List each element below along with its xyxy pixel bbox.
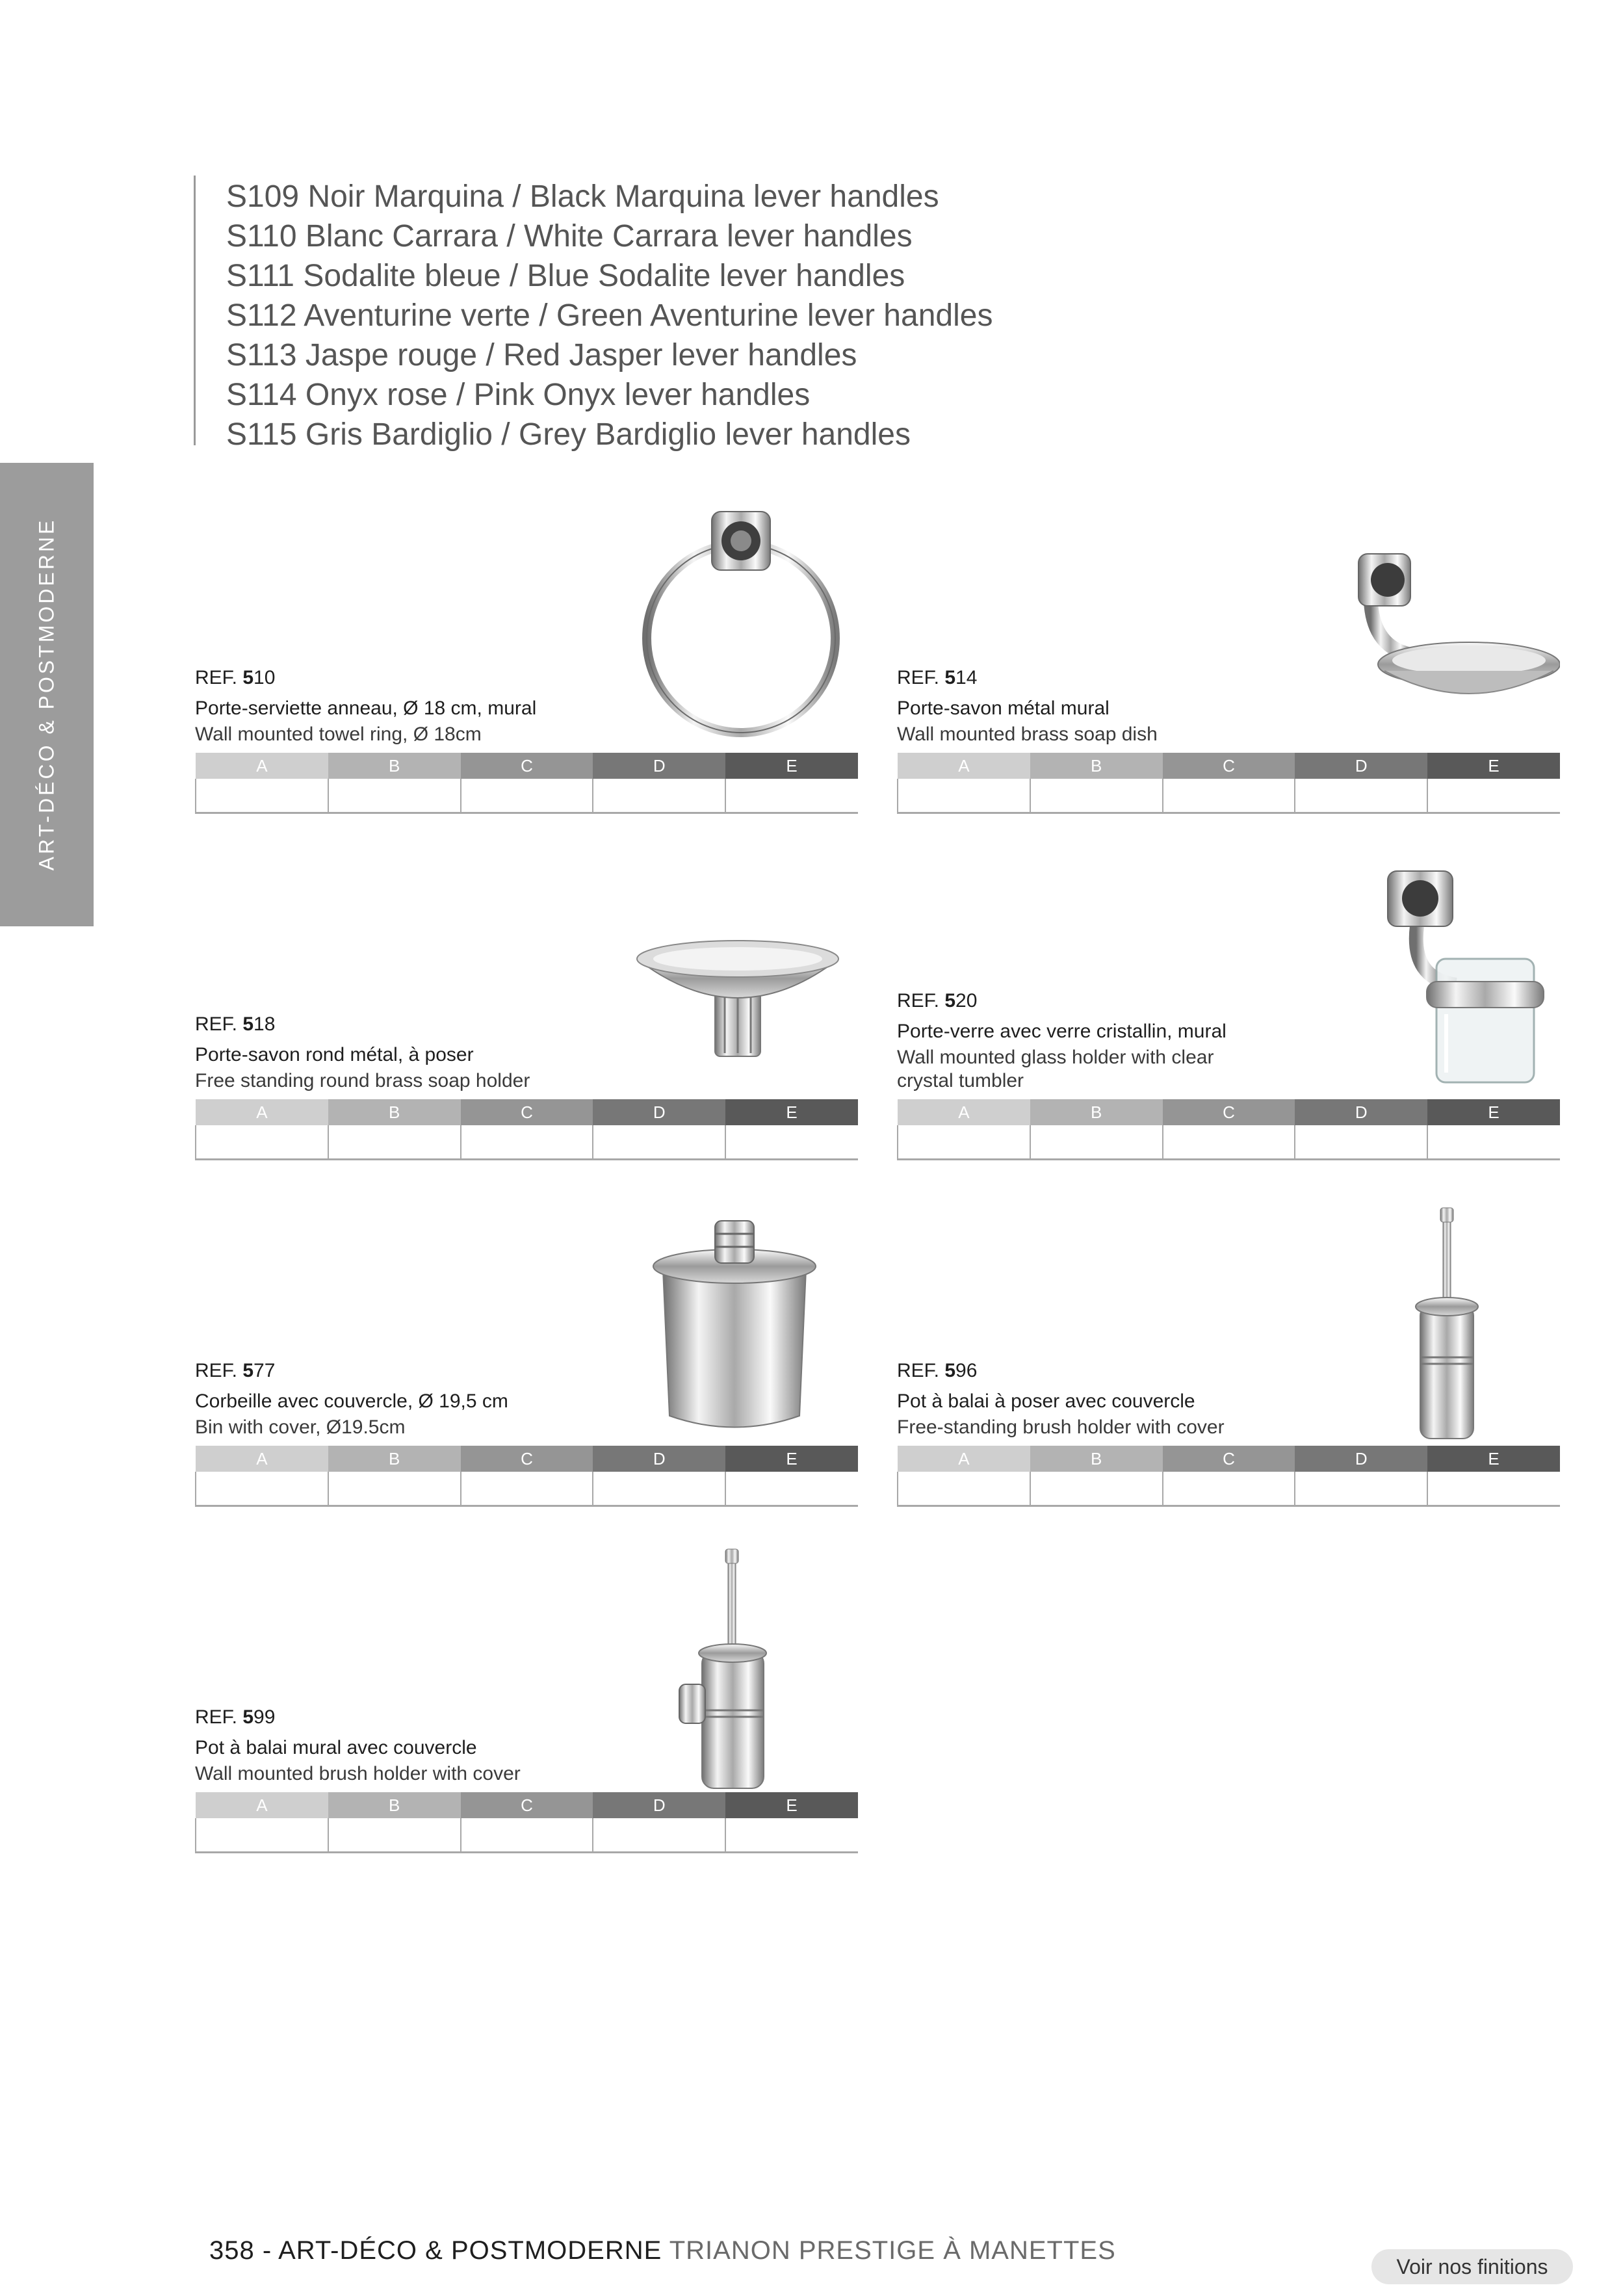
product-card xyxy=(195,1548,858,1853)
finish-header-d: D xyxy=(1295,1446,1427,1472)
product-text xyxy=(897,990,1313,1093)
finish-header-e: E xyxy=(1427,1099,1560,1125)
finish-cell xyxy=(461,1818,593,1852)
finish-header-d: D xyxy=(593,1792,725,1818)
finish-header-e: E xyxy=(725,753,858,779)
side-tab xyxy=(0,463,94,926)
finish-cell xyxy=(1030,1472,1163,1506)
finish-header-b: B xyxy=(328,1099,461,1125)
finish-cell xyxy=(328,1472,461,1506)
towel-ring-icon xyxy=(611,508,858,755)
handle-line: S111 Sodalite bleue / Blue Sodalite lever handles xyxy=(226,259,905,293)
finish-cell xyxy=(593,1472,725,1506)
product-ref: REF. 520 xyxy=(897,990,978,1011)
finish-header-e: E xyxy=(725,1099,858,1125)
standing-soap-dish-icon xyxy=(611,855,858,1102)
handle-line: S109 Noir Marquina / Black Marquina lever handles xyxy=(226,179,939,214)
finish-cell xyxy=(1163,779,1295,813)
finish-header-b: B xyxy=(1030,753,1163,779)
finish-header-b: B xyxy=(328,1792,461,1818)
product-text xyxy=(195,1706,611,1786)
finish-header-c: C xyxy=(1163,753,1295,779)
product-card xyxy=(195,508,858,814)
product-name-fr: Porte-serviette anneau, Ø 18 cm, mural xyxy=(195,698,537,719)
bin-icon xyxy=(611,1201,858,1448)
finish-header-b: B xyxy=(1030,1446,1163,1472)
finish-cell xyxy=(328,779,461,813)
handle-list xyxy=(226,177,993,454)
finish-cell xyxy=(1030,1125,1163,1159)
finish-header-a: A xyxy=(898,1446,1030,1472)
finish-header-a: A xyxy=(196,753,328,779)
page-footer xyxy=(209,2236,1116,2265)
handle-line: S115 Gris Bardiglio / Grey Bardiglio lever handles xyxy=(226,417,911,452)
product-name-en: Free standing round brass soap holder xyxy=(195,1070,530,1091)
product-name-fr: Porte-savon rond métal, à poser xyxy=(195,1044,474,1065)
finish-table xyxy=(897,1099,1560,1160)
header-rule xyxy=(194,176,196,445)
finish-cell xyxy=(898,1472,1030,1506)
finish-cell xyxy=(898,779,1030,813)
footer-collection: TRIANON PRESTIGE À MANETTES xyxy=(669,2236,1116,2265)
product-name-en: Wall mounted brass soap dish xyxy=(897,724,1158,745)
product-card xyxy=(897,508,1560,814)
view-finishes-button[interactable]: Voir nos finitions xyxy=(1371,2249,1573,2284)
finish-cell xyxy=(725,1472,858,1506)
product-name-en: Wall mounted brush holder with cover xyxy=(195,1763,521,1784)
finish-table xyxy=(195,1099,858,1160)
finish-header-c: C xyxy=(461,1446,593,1472)
finish-header-a: A xyxy=(898,1099,1030,1125)
product-card xyxy=(897,855,1560,1160)
finish-header-d: D xyxy=(593,753,725,779)
product-card xyxy=(897,1201,1560,1507)
finish-header-e: E xyxy=(725,1792,858,1818)
handle-line: S114 Onyx rose / Pink Onyx lever handles xyxy=(226,378,811,412)
finish-cell xyxy=(1295,1472,1427,1506)
product-ref: REF. 514 xyxy=(897,667,978,688)
finish-header-c: C xyxy=(1163,1446,1295,1472)
product-name-en: Bin with cover, Ø19.5cm xyxy=(195,1416,406,1438)
finish-cell xyxy=(328,1818,461,1852)
finish-header-c: C xyxy=(1163,1099,1295,1125)
finish-cell xyxy=(196,1818,328,1852)
finish-cell xyxy=(725,779,858,813)
finish-cell xyxy=(1295,779,1427,813)
finish-cell xyxy=(1163,1125,1295,1159)
product-card xyxy=(195,855,858,1160)
finish-cell xyxy=(461,1472,593,1506)
finish-header-e: E xyxy=(1427,753,1560,779)
product-ref: REF. 518 xyxy=(195,1013,276,1035)
glass-holder-icon xyxy=(1313,855,1560,1102)
finish-cell xyxy=(196,779,328,813)
finish-header-d: D xyxy=(1295,1099,1427,1125)
finish-cell xyxy=(725,1818,858,1852)
product-text xyxy=(897,1360,1313,1439)
product-card xyxy=(195,1201,858,1507)
finish-cell xyxy=(1030,779,1163,813)
product-name-en: Free-standing brush holder with cover xyxy=(897,1416,1225,1438)
finish-table xyxy=(897,753,1560,814)
finish-cell xyxy=(593,1818,725,1852)
finish-header-b: B xyxy=(328,1446,461,1472)
finish-header-c: C xyxy=(461,1792,593,1818)
handle-line: S112 Aventurine verte / Green Aventurine lever handles xyxy=(226,298,993,333)
finish-header-a: A xyxy=(196,1446,328,1472)
wall-brush-holder-icon xyxy=(611,1548,858,1795)
footer-section: 358 - ART-DÉCO & POSTMODERNE xyxy=(209,2236,662,2265)
product-ref: REF. 599 xyxy=(195,1706,276,1728)
product-name-fr: Porte-verre avec verre cristallin, mural xyxy=(897,1021,1227,1042)
finish-cell xyxy=(196,1125,328,1159)
finish-cell xyxy=(1295,1125,1427,1159)
finish-header-e: E xyxy=(725,1446,858,1472)
finish-cell xyxy=(328,1125,461,1159)
finish-header-a: A xyxy=(196,1792,328,1818)
finish-cell xyxy=(1427,779,1560,813)
finish-header-b: B xyxy=(328,753,461,779)
finish-header-c: C xyxy=(461,753,593,779)
handle-line: S113 Jaspe rouge / Red Jasper lever handles xyxy=(226,338,857,372)
finish-table xyxy=(897,1446,1560,1507)
finish-cell xyxy=(898,1125,1030,1159)
finish-cell xyxy=(196,1472,328,1506)
product-ref: REF. 596 xyxy=(897,1360,978,1381)
product-name-en: Wall mounted towel ring, Ø 18cm xyxy=(195,724,482,745)
standing-brush-holder-icon xyxy=(1313,1201,1560,1448)
finish-header-a: A xyxy=(898,753,1030,779)
finish-cell xyxy=(1163,1472,1295,1506)
product-text xyxy=(195,1360,611,1439)
product-text xyxy=(195,1013,611,1093)
finish-header-d: D xyxy=(1295,753,1427,779)
finish-cell xyxy=(593,1125,725,1159)
finish-header-e: E xyxy=(1427,1446,1560,1472)
product-name-fr: Porte-savon métal mural xyxy=(897,698,1110,719)
finish-header-d: D xyxy=(593,1099,725,1125)
product-ref: REF. 510 xyxy=(195,667,276,688)
finish-header-a: A xyxy=(196,1099,328,1125)
finish-header-c: C xyxy=(461,1099,593,1125)
finish-header-b: B xyxy=(1030,1099,1163,1125)
finish-table xyxy=(195,1446,858,1507)
finish-cell xyxy=(461,779,593,813)
wall-soap-dish-icon xyxy=(1313,508,1560,755)
product-ref: REF. 577 xyxy=(195,1360,276,1381)
finish-cell xyxy=(725,1125,858,1159)
handle-line: S110 Blanc Carrara / White Carrara lever handles xyxy=(226,219,913,254)
finish-header-d: D xyxy=(593,1446,725,1472)
product-name-en: Wall mounted glass holder with clear crystal tumbler xyxy=(897,1047,1214,1091)
finish-table xyxy=(195,753,858,814)
product-name-fr: Corbeille avec couvercle, Ø 19,5 cm xyxy=(195,1390,508,1412)
finish-table xyxy=(195,1792,858,1853)
finish-cell xyxy=(593,779,725,813)
product-name-fr: Pot à balai mural avec couvercle xyxy=(195,1737,477,1758)
side-tab-label: ART-DÉCO & POSTMODERNE xyxy=(34,517,58,871)
product-text xyxy=(195,667,611,746)
product-text xyxy=(897,667,1313,746)
finish-cell xyxy=(1427,1472,1560,1506)
product-name-fr: Pot à balai à poser avec couvercle xyxy=(897,1390,1195,1412)
finish-cell xyxy=(461,1125,593,1159)
finish-cell xyxy=(1427,1125,1560,1159)
